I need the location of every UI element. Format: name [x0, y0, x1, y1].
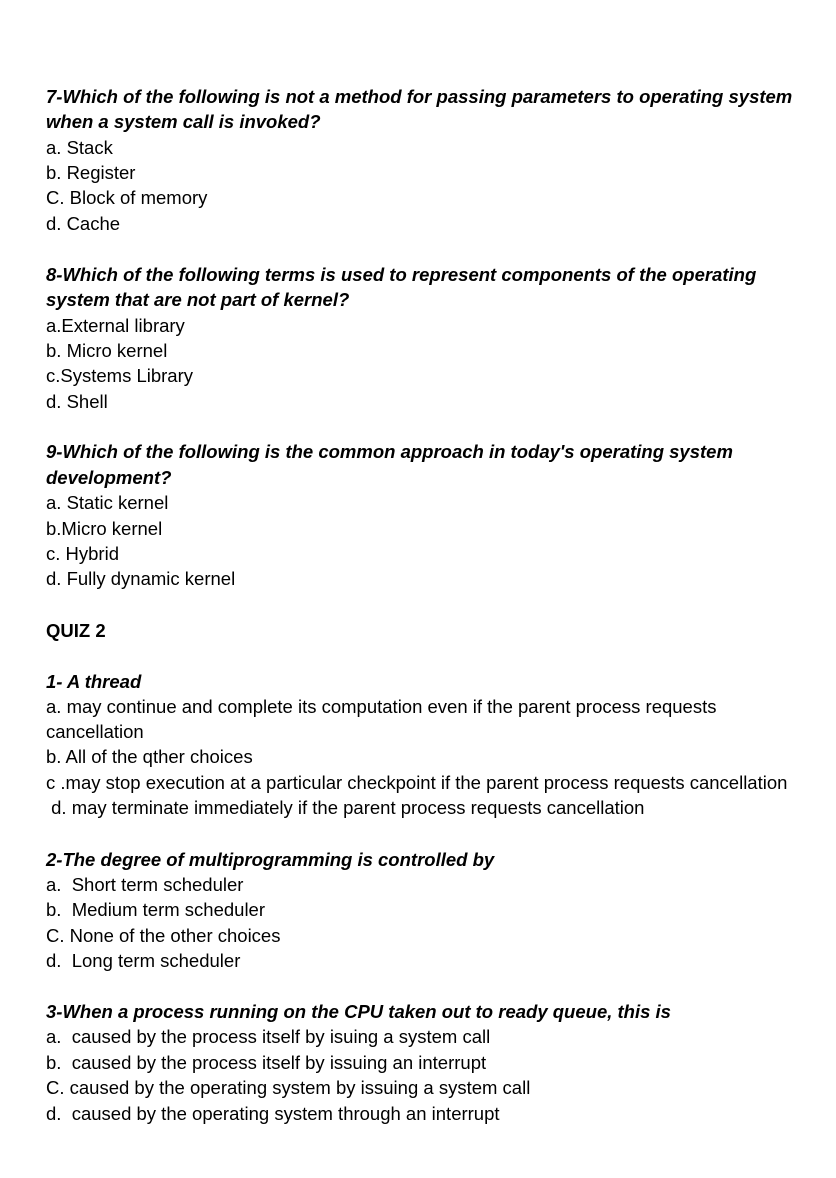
q8-question-line2: system that are not part of kernel? [46, 289, 350, 310]
quiz2-q1-question: 1- A thread [46, 671, 142, 692]
quiz2-q1-option-a-cont: cancellation [46, 721, 144, 742]
quiz2-q1-option-a: a. may continue and complete its computation even if the parent process requests [46, 696, 717, 717]
q7-option-d: d. Cache [46, 213, 121, 234]
q9-question-line1: 9-Which of the following is the common approach in today's operating system [46, 441, 733, 462]
quiz2-q1-option-c: c .may stop execution at a particular checkpoint if the parent process requests cancellation [46, 772, 788, 793]
q9-option-d: d. Fully dynamic kernel [46, 568, 236, 589]
quiz2-q3-question: 3-When a process running on the CPU taken out to ready queue, this is [46, 1001, 671, 1022]
q7-question-line1: 7-Which of the following is not a method for passing parameters to operating system [46, 86, 793, 107]
q7-question-line2: when a system call is invoked? [46, 111, 321, 132]
quiz2-q1-option-d: d. may terminate immediately if the parent process requests cancellation [46, 797, 645, 818]
q9-option-b: b.Micro kernel [46, 518, 163, 539]
q8-option-b: b. Micro kernel [46, 340, 168, 361]
q9-option-a: a. Static kernel [46, 492, 169, 513]
q8-option-a: a.External library [46, 315, 185, 336]
quiz2-q3-option-b: b. caused by the process itself by issuing an interrupt [46, 1052, 487, 1073]
quiz2-q3-option-d: d. caused by the operating system through an interrupt [46, 1103, 500, 1124]
q9-question-line2: development? [46, 467, 172, 488]
quiz2-q3-option-c: C. caused by the operating system by issuing a system call [46, 1077, 531, 1098]
q7-option-b: b. Register [46, 162, 136, 183]
quiz2-q2-option-a: a. Short term scheduler [46, 874, 244, 895]
quiz2-q2-question: 2-The degree of multiprogramming is controlled by [46, 849, 495, 870]
q8-question-line1: 8-Which of the following terms is used to represent components of the operating [46, 264, 757, 285]
quiz2-q1-option-b: b. All of the qther choices [46, 746, 253, 767]
q8-option-d: d. Shell [46, 391, 108, 412]
quiz2-q2-option-b: b. Medium term scheduler [46, 899, 266, 920]
quiz2-q2-option-c: C. None of the other choices [46, 925, 281, 946]
q7-option-c: C. Block of memory [46, 187, 208, 208]
quiz2-q3-option-a: a. caused by the process itself by isuing a system call [46, 1026, 491, 1047]
q7-option-a: a. Stack [46, 137, 113, 158]
quiz2-heading: QUIZ 2 [46, 620, 106, 641]
q9-option-c: c. Hybrid [46, 543, 119, 564]
quiz2-q2-option-d: d. Long term scheduler [46, 950, 241, 971]
q8-option-c: c.Systems Library [46, 365, 194, 386]
